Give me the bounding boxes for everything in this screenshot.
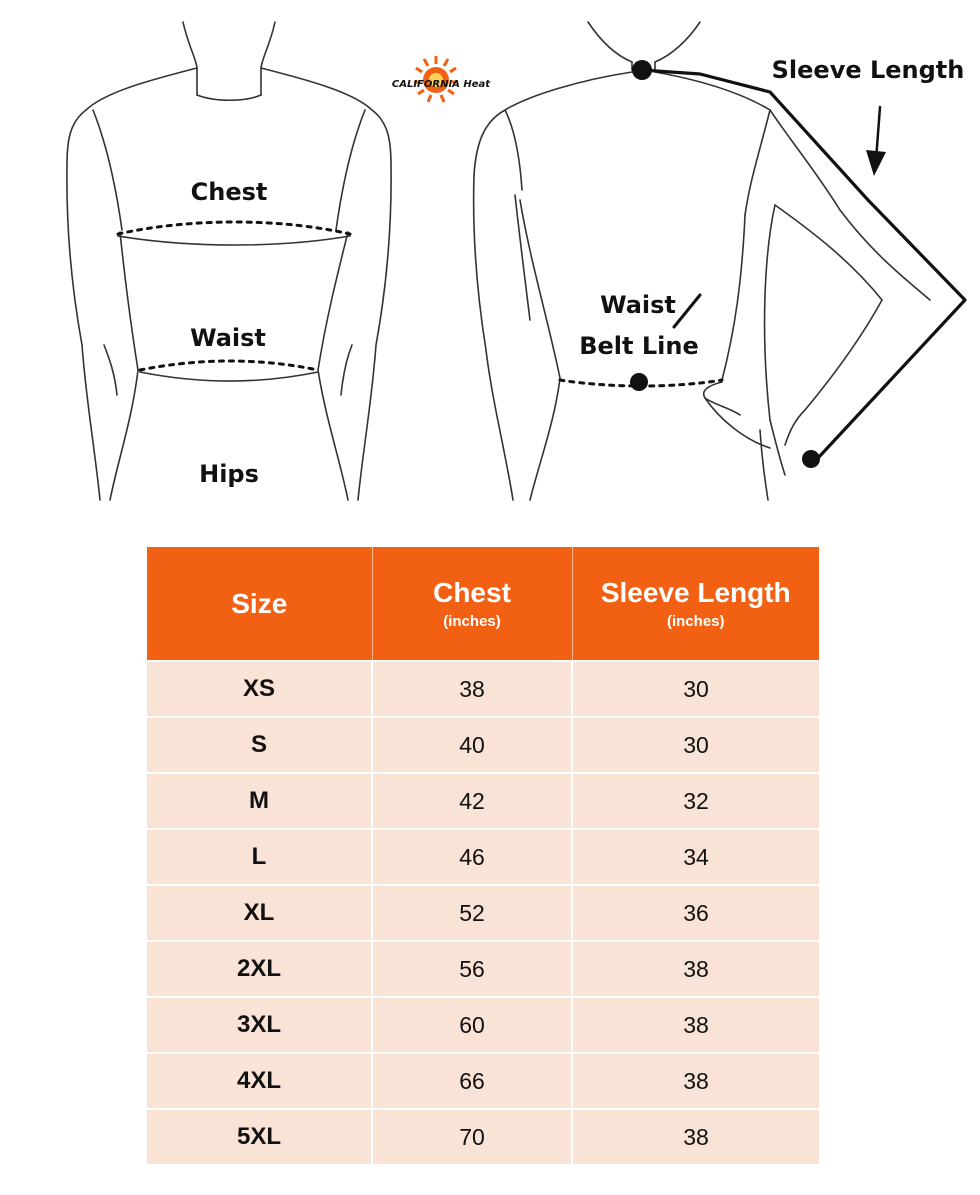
back-torso-outline: [474, 22, 930, 500]
waist-measure-line: [140, 361, 318, 370]
chest-cell: 40: [372, 717, 572, 773]
table-header-row: [147, 547, 819, 661]
table-row: [147, 661, 819, 717]
chest-cell: 52: [372, 885, 572, 941]
table-row: [147, 773, 819, 829]
waist-slash: [674, 295, 700, 327]
header-chest-unit: (inches): [443, 612, 501, 630]
sleeve-arrow-head: [866, 150, 886, 176]
front-torso-outline: [67, 22, 391, 500]
table-row: [147, 717, 819, 773]
sleeve-cell: 32: [572, 773, 819, 829]
sleeve-cell: 38: [572, 1053, 819, 1109]
size-chart-table: [147, 547, 819, 1164]
chest-cell: 46: [372, 829, 572, 885]
sleeve-cell: 38: [572, 1109, 819, 1164]
table-row: [147, 1109, 819, 1164]
sleeve-length-label: Sleeve Length: [771, 56, 965, 84]
table-row: [147, 1053, 819, 1109]
table-row: [147, 829, 819, 885]
table-row: [147, 885, 819, 941]
header-sleeve: [572, 547, 819, 661]
sleeve-cell: 30: [572, 717, 819, 773]
header-chest-label: Chest: [433, 576, 511, 608]
chest-cell: 56: [372, 941, 572, 997]
header-size: [147, 547, 372, 661]
size-cell: XS: [147, 661, 372, 717]
table-row: [147, 997, 819, 1053]
california-heat-logo: [392, 56, 491, 102]
size-cell: L: [147, 829, 372, 885]
sleeve-cell: 38: [572, 941, 819, 997]
size-cell: M: [147, 773, 372, 829]
header-sleeve-label: Sleeve Length: [600, 576, 791, 608]
chest-cell: 66: [372, 1053, 572, 1109]
header-size-label: Size: [231, 587, 288, 619]
size-cell: S: [147, 717, 372, 773]
size-cell: 3XL: [147, 997, 372, 1053]
header-chest: [372, 547, 572, 661]
size-cell: 4XL: [147, 1053, 372, 1109]
sleeve-cell: 38: [572, 997, 819, 1053]
table-row: [147, 941, 819, 997]
chest-label: Chest: [190, 178, 268, 206]
measurement-diagram: [0, 0, 980, 520]
sleeve-cell: 36: [572, 885, 819, 941]
header-sleeve-unit: (inches): [666, 612, 725, 630]
logo-text: CALIFORNIA Heat: [391, 79, 491, 90]
size-cell: 5XL: [147, 1109, 372, 1164]
chest-measure-line: [118, 222, 350, 234]
belt-point-dot: [630, 373, 648, 391]
sleeve-measure-line: [642, 70, 965, 458]
back-waist-label: Waist: [600, 291, 676, 319]
sleeve-cell: 30: [572, 661, 819, 717]
chest-cell: 38: [372, 661, 572, 717]
size-cell: XL: [147, 885, 372, 941]
belt-line-label: Belt Line: [579, 332, 699, 360]
wrist-point-dot: [802, 450, 820, 468]
sleeve-cell: 34: [572, 829, 819, 885]
chest-cell: 70: [372, 1109, 572, 1164]
neck-point-dot: [632, 60, 652, 80]
chest-cell: 60: [372, 997, 572, 1053]
hips-label: Hips: [199, 460, 259, 488]
waist-label: Waist: [190, 324, 266, 352]
size-cell: 2XL: [147, 941, 372, 997]
chest-cell: 42: [372, 773, 572, 829]
